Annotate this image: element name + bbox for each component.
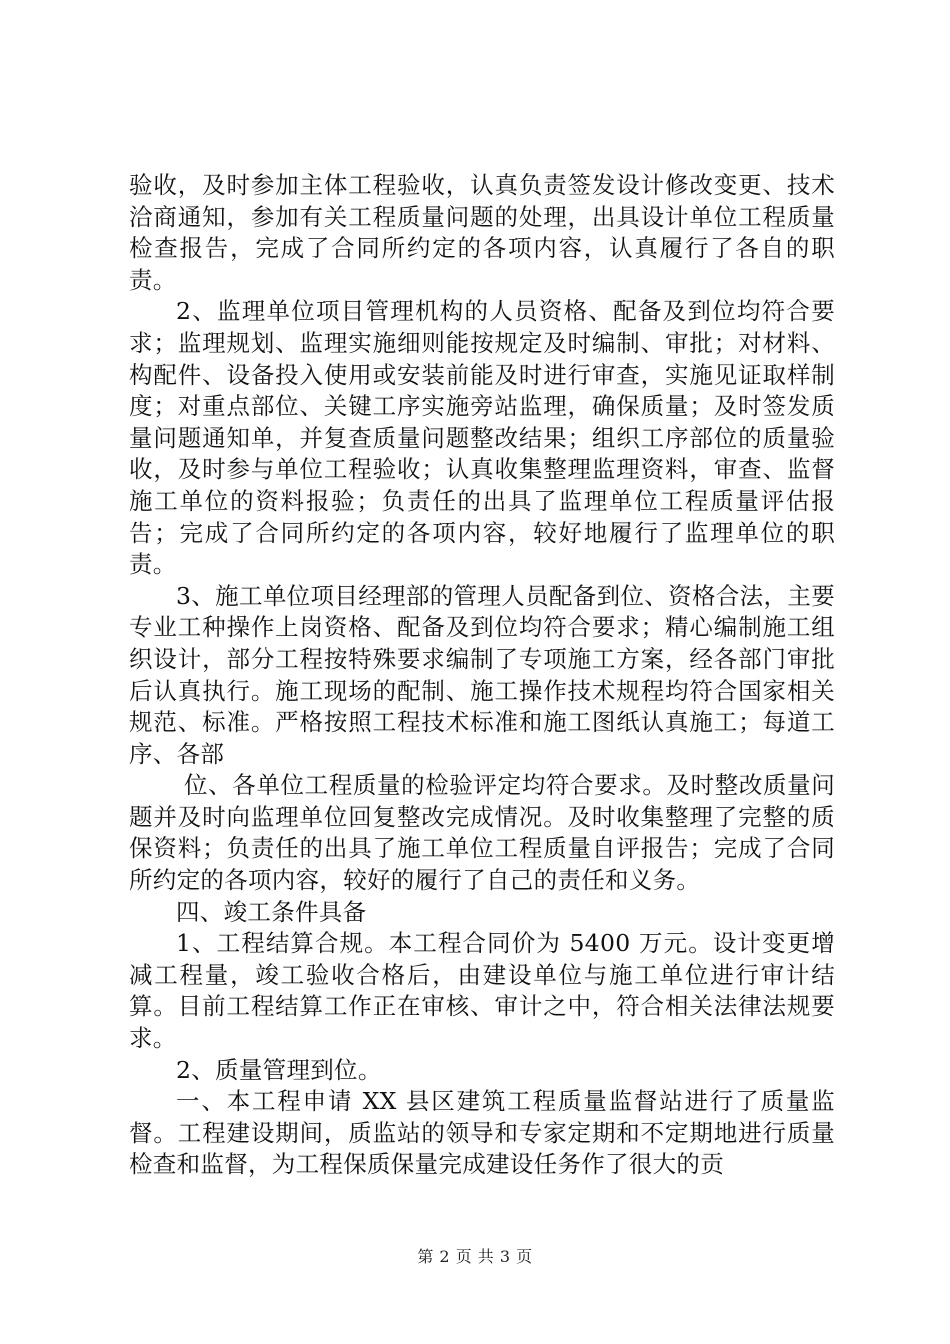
- document-body: [129, 170, 835, 1181]
- paragraph-quality-management-heading: 2、质量管理到位。: [176, 1055, 382, 1084]
- paragraph-design-unit-duties: 验收，及时参加主体工程验收，认真负责签发设计修改变更、技术洽商通知，参加有关工程质量问题的处理，出具设计单位工程质量检查报告，完成了合同所约定的各项内容，认真履行了各自的职责。: [129, 171, 835, 294]
- section-heading-completion-conditions: 四、竣工条件具备: [176, 897, 367, 926]
- paragraph-settlement-compliance: 1、工程结算合规。本工程合同价为 5400 万元。设计变更增减工程量，竣工验收合格后，由建设单位与施工单位进行审计结算。目前工程结算工作正在审核、审计之中，符合相关法律法规要求。: [129, 929, 835, 1053]
- paragraph-construction-unit-continued: 位、各单位工程质量的检验评定均符合要求。及时整改质量问题并及时向监理单位回复整改完成情况。及时收集整理了完整的质保资料；负责任的出具了施工单位工程质量自评报告；完成了合同所约定的各项内容，较好的履行了自己的责任和义务。: [129, 771, 835, 895]
- paragraph-quality-supervision: 一、本工程申请 XX 县区建筑工程质量监督站进行了质量监督。工程建设期间，质监站的领导和专家定期和不定期地进行质量检查和监督，为工程保质保量完成建设任务作了很大的贡: [129, 1087, 835, 1179]
- paragraph-supervision-unit: 2、监理单位项目管理机构的人员资格、配备及到位均符合要求；监理规划、监理实施细则能按规定及时编制、审批；对材料、构配件、设备投入使用或安装前能及时进行审查，实施见证取样制度；对重点部位、关键工序实施旁站监理，确保质量；及时签发质量问题通知单，并复查质量问题整改结果；组织工序部位的质量验收，及时参与单位工程验收；认真收集整理监理资料，审查、监督施工单位的资料报验；负责任的出具了监理单位工程质量评估报告；完成了合同所约定的各项内容，较好地履行了监理单位的职责。: [129, 297, 835, 579]
- page-number-footer: 第 2 页 共 3 页: [417, 1247, 533, 1266]
- paragraph-construction-unit: 3、施工单位项目经理部的管理人员配备到位、资格合法，主要专业工种操作上岗资格、配备及到位均符合要求；精心编制施工组织设计，部分工程按特殊要求编制了专项施工方案，经各部门审批后认真执行。施工现场的配制、施工操作技术规程均符合国家相关规范、标准。严格按照工程技术标准和施工图纸认真施工；每道工序、各部: [129, 581, 835, 768]
